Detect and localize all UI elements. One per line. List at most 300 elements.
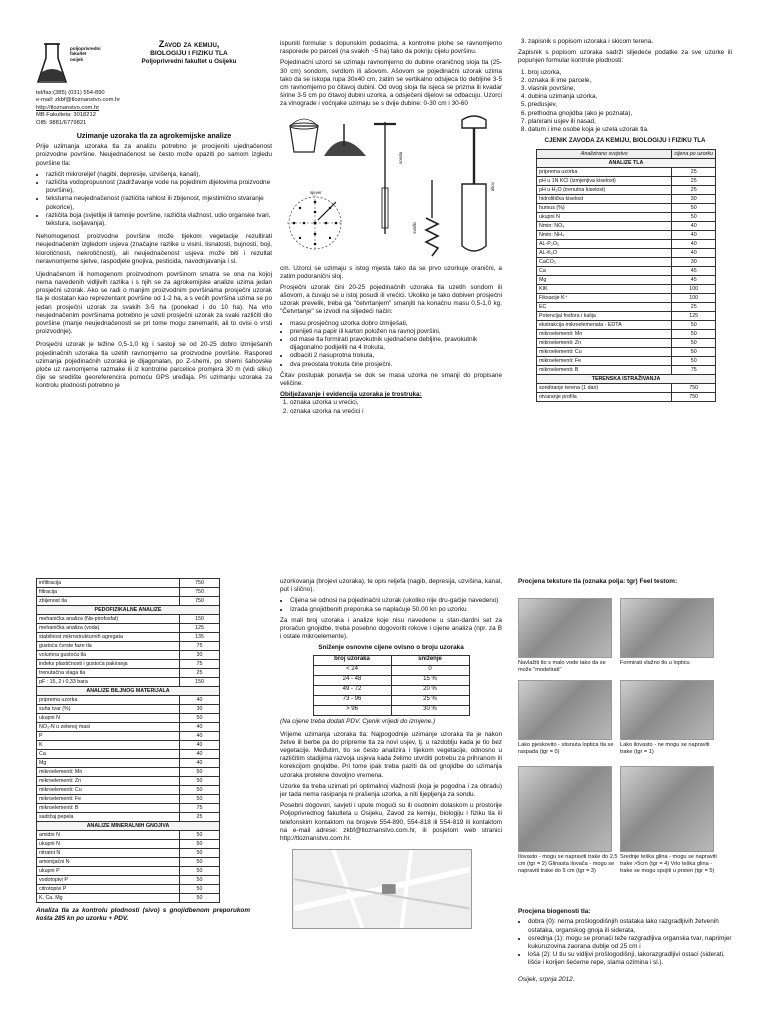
price-cell: 150 — [180, 615, 220, 624]
property-cell: mehanička analiza (voda) — [37, 624, 180, 633]
property-cell: > 96 — [313, 705, 391, 715]
table-row — [37, 795, 220, 804]
table-row — [313, 705, 469, 715]
price-cell: 75 — [180, 642, 220, 651]
property-cell: Ca — [537, 267, 672, 276]
table-row — [37, 750, 220, 759]
phone: tel/fax:(385) (031) 554-890 — [36, 90, 105, 96]
table-row — [37, 597, 220, 606]
paragraph: Prosječni uzorak čini 20-25 pojedinačnih uzoraka tla uzetih sondom ili ašovom, a čuvaju se u istoj posudi ili vrećici. Ukoliko je tako dobiven prosječni uzorak prevelik, treba ga "četvrtanjem" smanjiti na konačnu masu 0,5-1,0 kg. "Četvrtanje" se izvodi na slijedeći način: — [280, 283, 502, 316]
footnote: Analiza tla za kontrolu plodnosti (sivo) s gnojidbenom preporukom košta 285 kn po uzorku + PDV. — [36, 907, 250, 923]
price-cell: 750 — [672, 384, 716, 393]
property-cell: amonijačni N — [37, 858, 180, 867]
price-cell: 100 — [672, 285, 716, 294]
feel-test-photos — [518, 586, 732, 904]
bullet-list — [528, 918, 732, 967]
property-cell: priprema uzorka — [537, 168, 672, 177]
caption: Lako ilovasto - ne mogu se napraviti trake (tgr = 1) — [620, 742, 710, 755]
price-cell: 40 — [180, 732, 220, 741]
paragraph: Nehomogenost proizvodne površine može tijekom vegetacije rezultirati neujednačenim izgledom usjeva (značajne razlike u visini, lisnatosti, bujnosti, boji, klorotičnosti, nekrotičnosti), ali neujednačenost usjeva može biti i rezultat neravnomjerne sjetve, raspodjele gnojiva, pesticida, navodnjavanja i sl. — [36, 233, 272, 265]
price-cell: 50 — [672, 357, 716, 366]
price-table-1 — [536, 149, 716, 402]
list-item: 1. broj uzorka, — [528, 69, 732, 77]
table-row — [537, 393, 716, 402]
price-cell: 75 — [672, 366, 716, 375]
table-row — [37, 588, 220, 597]
texture-title: Procjena teksture tla (oznaka polja: tgr) Feel testom: — [518, 578, 678, 585]
property-cell: indeks plastičnosti i gustoća pakiranja — [37, 660, 180, 669]
property-cell: ukupni P — [37, 867, 180, 876]
table-row — [37, 660, 220, 669]
table-row — [37, 741, 220, 750]
price-cell: 50 — [672, 213, 716, 222]
list-item: 2. oznaka ili ime parcele, — [528, 77, 732, 85]
price-cell: 50 — [180, 885, 220, 894]
table-body — [37, 579, 220, 606]
price-cell: 50 — [672, 330, 716, 339]
oib: OIB: 9881/6779821 — [36, 119, 87, 126]
column-header: broj uzoraka — [313, 655, 391, 665]
list-item: • osrednja (1): mogu se pronaći teže razgradljiva organska tvar, naprimjer kukuruzovina zaorana dublje od 25 cm i — [528, 935, 732, 951]
table-row — [37, 786, 220, 795]
list-item: • prenijeti na papir ili karton položen na ravnoj površini, — [290, 328, 502, 336]
property-cell: ukupni N — [37, 714, 180, 723]
table-section: ANALIZE TLA — [537, 159, 716, 168]
sampling-grid-icon — [282, 190, 348, 256]
paragraph: ispuniti formular s dopunskim podacima, a kontrolne plohe se ravnomjerno rasporede po parceli (na svakih ~5 ha) tako da pokriju cijelu površinu. — [280, 40, 502, 56]
price-cell: 50 — [672, 321, 716, 330]
table-row — [537, 177, 716, 186]
paragraph: Vrijeme uzimanja uzoraka tla: Najpogodnije uzimanje uzoraka tla je nakon žetve ili berbe pa do pripreme tla za novi usjev, tj. u razdoblju kada je tlo bez vegetacije. Međutim, tlo se često analizira i tijekom vegetacije, odnosno u različitim stadijima razvoja usjeva kada želimo utvrditi potrebu za prihranom ili korekcijom gnojidbe. Pri tome ipak treba paziti da od gnojidbe do uzimanja uzoraka protekne dovoljno vremena. — [280, 730, 502, 779]
table-row — [37, 651, 220, 660]
table-section: ANALIZE BILJNOG MATERIJALA — [37, 687, 220, 696]
list-item: • teksturna neujednačenost (različita rahlost ili zbijenost, mjestimično stvaranje pokorice), — [46, 195, 272, 211]
table-row — [37, 777, 220, 786]
column-2 — [280, 40, 502, 530]
table-row — [537, 312, 716, 321]
table-row — [37, 849, 220, 858]
price-cell: 50 — [180, 840, 220, 849]
price-cell: 25 — [672, 168, 716, 177]
price-cell: 50 — [180, 894, 220, 903]
property-cell: mikroelementi: B — [37, 804, 180, 813]
property-cell: nitratni N — [37, 849, 180, 858]
numbered-list — [528, 38, 732, 46]
property-cell: mikroelementi: Cu — [537, 348, 672, 357]
property-cell: AL-K₂O — [537, 249, 672, 258]
price-list-title: CJENIK ZAVODA ZA KEMIJU, BIOLOGIJU I FIZIKU TLA — [544, 137, 706, 145]
property-cell: trenutačna vlaga tla — [37, 669, 180, 678]
location-map — [292, 849, 472, 929]
property-cell: KIK — [537, 285, 672, 294]
property-cell: Mg — [37, 759, 180, 768]
property-cell: zbijenost tla — [37, 597, 180, 606]
column-4 — [36, 578, 250, 1008]
table-row — [37, 669, 220, 678]
property-cell: citrotopivi P — [37, 885, 180, 894]
header — [36, 40, 272, 98]
probe-label: sonda — [398, 151, 403, 164]
auger-icon — [420, 178, 444, 258]
property-cell: mikroelementi: Mn — [537, 330, 672, 339]
bullet-list — [290, 597, 502, 613]
table-row — [37, 579, 220, 588]
table-row — [537, 321, 716, 330]
price-cell: 30 — [672, 258, 716, 267]
table-row — [37, 624, 220, 633]
table-row — [37, 831, 220, 840]
price-cell: 750 — [672, 393, 716, 402]
list-item: 7. planirani usjev ili nasad, — [528, 118, 732, 126]
property-cell: humus (%) — [537, 204, 672, 213]
paragraph: Posebni dogovori, savjeti i upute mogući su ili osobnim dolaskom u prostorije Poljoprivrednog fakulteta u Osijeku, Zavod za kemiju, biologiju i fiziku tla ili telefonskim kontaktom na brojeve 554-890, 554-818 ili 554-819 ili kontaktom na e-mail adrese: zkbf@tloznanstvo.com.hr, ili posjetom web stranici http://tloznanstvo.com.hr. — [280, 802, 502, 842]
price-table-2 — [36, 578, 220, 903]
property-cell: Fiksacije K⁺ — [537, 294, 672, 303]
list-item: • različita boja (svjetlije ili tamnije površine, različita vlažnost, udio organske tvari, tekstura, isoljavanja). — [46, 212, 272, 228]
paragraph: Ujednačenom ili homogenom proizvodnom površinom smatra se ona na kojoj nema navedenih vidljivih razlika i s njih se za agrokemijske analize uzima jedan prosječni uzorak. Ako se radi o manjim proizvodnim površinama prosječni uzorak tla je dostatan kao reprezentant površine od 1-2 ha, a s većih površina uzima se po jedan prosječni uzorak za svakih 3-5 ha (ponekad i do 10 ha). Na vrlo neujednačenim površinama potrebno je uzeti prosječni uzorak za svaki različiti dio površine (manje neujednačenosti se pri tome mogu zanemariti, ali to ovisi o vrsti proizvodnje). — [36, 270, 272, 336]
photo-form-ball — [620, 598, 714, 658]
numbered-list — [528, 69, 732, 135]
table-row — [313, 695, 469, 705]
price-cell: 45 — [672, 267, 716, 276]
price-cell: 30 — [180, 651, 220, 660]
spade-label: ašov — [490, 181, 495, 191]
table-row — [313, 665, 469, 675]
price-cell: 50 — [672, 348, 716, 357]
table-row — [37, 876, 220, 885]
property-cell: sondiranje terena (1 dan) — [537, 384, 672, 393]
property-cell: 49 - 72 — [313, 685, 391, 695]
paragraph: Čitav postupak ponavlja se dok se masa uzorka ne smanji do propisane veličine. — [280, 371, 502, 387]
table-row — [37, 858, 220, 867]
price-cell: 125 — [672, 312, 716, 321]
property-cell: P — [37, 732, 180, 741]
email[interactable]: e-mail: zkbf@tloznanstvo.com.hr — [36, 97, 121, 104]
list-item: • različita vodopropusnost (zadržavanje vode na pojedinim dijelovima proizvodne površine), — [46, 179, 272, 195]
table-row — [537, 168, 716, 177]
table-body — [37, 696, 220, 822]
mb: MB Fakulteta: 3018212 — [36, 112, 96, 119]
list-item: • masu prosječnog uzorka dobro izmiješati, — [290, 320, 502, 328]
table-row — [37, 714, 220, 723]
bullet-list — [46, 171, 272, 228]
north-label: sjever — [310, 189, 322, 195]
spade-icon — [456, 114, 492, 256]
table-row — [37, 840, 220, 849]
price-cell: 50 — [180, 795, 220, 804]
table-row — [537, 267, 716, 276]
discount-note: (Na cijene treba dodati PDV. Cjenik vrijedi do izmjene.) — [280, 717, 436, 725]
property-cell: ekstrakcija mikroelemenata - EDTA — [537, 321, 672, 330]
table-row — [37, 642, 220, 651]
paragraph: Prosječni uzorak je težine 0,5-1,0 kg i sastoji se od 20-25 dobro izmiješanih pojedinačnih uzoraka tla uzetih ravnomjerno sa proizvodne površine. Raspored uzimanja pojedinačnih uzoraka je dijagonalan, po Z-shemi, po shemi šahovske ploče uz ravnomjerne razmake ili iz kontrolne parcelice promjera 30 m (vidi sliku) čije se središte georeferencira pomoću GPS uređaja. Pri uzimanju uzoraka za kontrolu plodnosti potrebno je — [36, 341, 272, 390]
table-row — [37, 885, 220, 894]
price-cell: 25 — [672, 186, 716, 195]
table-row — [537, 330, 716, 339]
price-cell: 30 % — [391, 705, 469, 715]
paragraph: Zapisnik s popisom uzoraka sadrži slijedeće podatke za sve uzorke ili popunjen formular kontrole plodnosti: — [518, 49, 732, 65]
subheading: Obilježavanje i evidencija uzoraka je trostruka: — [280, 391, 422, 399]
price-cell: 40 — [672, 249, 716, 258]
bucket-icon — [284, 116, 324, 156]
price-cell: 150 — [180, 678, 220, 687]
property-cell: Mg — [537, 276, 672, 285]
property-cell: K, Ca, Mg — [37, 894, 180, 903]
price-cell: 125 — [180, 624, 220, 633]
property-cell: Potencijal fosfora i kalija — [537, 312, 672, 321]
table-row — [37, 615, 220, 624]
table-row — [537, 258, 716, 267]
table-row — [37, 696, 220, 705]
table-body — [37, 615, 220, 687]
property-cell: mehanička analiza (Na-pirofosfat) — [37, 615, 180, 624]
list-item: 2. oznaka uzorka na vrećici i — [290, 408, 502, 416]
price-cell: 75 — [180, 660, 220, 669]
property-cell: ukupni N — [37, 840, 180, 849]
price-cell: 40 — [180, 741, 220, 750]
property-cell: mikroelementi: Cu — [37, 786, 180, 795]
property-cell: sadržaj pepela — [37, 813, 180, 822]
property-cell: volumna gustoća tla — [37, 651, 180, 660]
price-cell: 40 — [672, 231, 716, 240]
date: Osijek, srpnja 2012. — [518, 975, 575, 983]
price-cell: 50 — [180, 777, 220, 786]
table-row — [537, 231, 716, 240]
property-cell: gustoća čvrste faze tla — [37, 642, 180, 651]
column-1 — [36, 40, 272, 530]
column-header: Analizirano svojstvo — [537, 150, 672, 159]
table-row — [537, 276, 716, 285]
property-cell: mikroelementi: Zn — [537, 339, 672, 348]
table-section: ANALIZE MINERALNIH GNOJIVA — [37, 822, 220, 831]
table-row — [537, 348, 716, 357]
property-cell: pH u H₂O (trenutna kiselost) — [537, 186, 672, 195]
property-cell: mikroelementi: Zn — [37, 777, 180, 786]
caption: Navlažiti tlo s malo vode tako da se može "modelirati" — [518, 660, 606, 673]
photo-moisten-soil — [518, 598, 612, 658]
property-cell: EC — [537, 303, 672, 312]
price-cell: 25 — [672, 303, 716, 312]
table-row — [37, 768, 220, 777]
table-row — [37, 759, 220, 768]
price-cell: 40 — [672, 240, 716, 249]
price-cell: 50 — [180, 786, 220, 795]
column-header: sniženje — [391, 655, 469, 665]
org-name: Zavod za kemiju, — [158, 40, 220, 49]
table-row — [313, 685, 469, 695]
price-cell: 75 — [180, 804, 220, 813]
paragraph: uzorkovanja (brojevi uzoraka), te opis reljefa (nagib, depresija, uzvišina, kanal, put i slično). — [280, 578, 502, 594]
table-row — [37, 732, 220, 741]
table-row — [37, 723, 220, 732]
property-cell: Ca — [37, 750, 180, 759]
property-cell: pH u 1N KCl (izmjenjiva kiselost) — [537, 177, 672, 186]
price-cell: 25 — [672, 177, 716, 186]
list-item: • dobra (0): nema prošlogodišnjih ostataka lako razgradljivih žetvenih ostataka, organskog gnoja ili siderata, — [528, 918, 732, 934]
price-cell: 25 — [180, 669, 220, 678]
property-cell: vodotopivi P — [37, 876, 180, 885]
table-row — [537, 213, 716, 222]
property-cell: Nmin: NH₄ — [537, 231, 672, 240]
logo-text: poljoprivredni fakultet osijek — [70, 46, 101, 62]
property-cell: filtracija — [37, 588, 180, 597]
table-row — [37, 813, 220, 822]
list-item: • Izrada gnojidbenih preporuka se naplaćuje 50.00 kn po uzorku — [290, 606, 502, 614]
table-body — [537, 168, 716, 375]
list-item: 3. zapisnik s popisom uzoraka i skicom terena. — [528, 38, 732, 46]
price-cell: 15 % — [391, 675, 469, 685]
price-cell: 100 — [672, 294, 716, 303]
table-row — [537, 294, 716, 303]
price-cell: 50 — [180, 768, 220, 777]
table-section: TERENSKA ISTRAŽIVANJA — [537, 375, 716, 384]
faculty-logo — [36, 42, 68, 86]
numbered-list — [290, 399, 502, 415]
table-row — [37, 633, 220, 642]
table-row — [537, 366, 716, 375]
price-cell: 40 — [180, 696, 220, 705]
paragraph: Prije uzimanja uzoraka tla za analizu potrebno je procijeniti ujednačenost proizvodne površine. Neujednačenost se često može opaziti po samom izgledu površine tla: — [36, 143, 272, 167]
biogenic-title: Procjena biogenosti tla: — [518, 908, 591, 916]
property-cell: K — [37, 741, 180, 750]
property-cell: suha tvar (%) — [37, 705, 180, 714]
table-row — [37, 705, 220, 714]
price-cell: 30 — [180, 705, 220, 714]
paragraph: Za mali broj uzoraka i analize koje nisu navedene u stan-dardni set za proračun gnojidbe, treba posebno dogovoriti rokove i cijene analiza (npr. za B i ostale mikroelemente). — [280, 616, 502, 641]
table-row — [537, 285, 716, 294]
table-row — [537, 357, 716, 366]
property-cell: mikroelementi: Mn — [37, 768, 180, 777]
price-cell: 750 — [180, 597, 220, 606]
table-section: PEDOFIZIKALNE ANALIZE — [37, 606, 220, 615]
column-3 — [518, 38, 732, 530]
list-item: 6. prethodna gnojidba (ako je poznata), — [528, 110, 732, 118]
paragraph: cm. Uzorci se uzimaju s istog mjesta tako da se prvo uzorkuje oranični, a zatim podoranični sloj. — [280, 264, 502, 280]
photo-loam — [518, 766, 612, 852]
list-item: 4. dubina uzimanja uzorka, — [528, 93, 732, 101]
caption: Lako pjeskovito - stisnuta loptica tla se raspada (tgr = 0) — [518, 742, 614, 755]
price-cell: 25 — [180, 813, 220, 822]
property-cell: AL-P₂O₅ — [537, 240, 672, 249]
table-row — [537, 204, 716, 213]
price-cell: 20 % — [391, 685, 469, 695]
photo-clay — [620, 766, 714, 852]
list-item: 1. oznaka uzorka u vrećici, — [290, 399, 502, 407]
price-cell: 50 — [180, 876, 220, 885]
table-row — [37, 867, 220, 876]
caption: Srednje teška glina - mogu se napraviti trake >5cm (tgr = 4) Vrlo teška glina - trake se mogu spojiti u prsten (tgr = 5) — [620, 854, 717, 874]
list-item: • Cijena se odnosi na pojedinačni uzorak (ukoliko nije dru-gačije navedeno) — [290, 597, 502, 605]
table-row — [537, 249, 716, 258]
photo-sandy — [518, 680, 612, 740]
price-cell: 40 — [180, 723, 220, 732]
list-item: • od mase tla formirati pravokutnik ujednačene debljine, pravokutnik dijagonalno podijeliti na 4 trokuta, — [290, 336, 502, 352]
table-body — [537, 384, 716, 402]
list-item: 8. datum i ime osobe koja je uzela uzorak tla. — [528, 126, 732, 134]
property-cell: Nmin: NO₃ — [537, 222, 672, 231]
table-row — [37, 804, 220, 813]
org-name-2: BIOLOGIJU I FIZIKU TLA — [150, 49, 228, 57]
property-cell: otvaranje profila — [537, 393, 672, 402]
price-cell: 40 — [180, 750, 220, 759]
property-cell: infiltracija — [37, 579, 180, 588]
column-5 — [280, 578, 502, 1018]
faculty-name: Poljoprivredni fakultet u Osijeku — [141, 58, 237, 66]
property-cell: ukupni N — [537, 213, 672, 222]
paragraph: Uzorke tla treba uzimati pri optimalnoj vlažnosti (koja je pogodna i za obradu) jer tada nema rasipanja ni prašenja uzorka, a niti lijepljenja za sondu. — [280, 782, 502, 798]
table-row — [537, 222, 716, 231]
soil-heap-icon — [322, 122, 368, 158]
paragraph: Pojedinačni uzorci se uzimaju ravnomjerno do dubine oraničnog sloja tla (25-30 cm) sondom, svrdlom ili ašovom. Ašovom se pojedinačni uzorak uzima tako da se iskopa rupa 30x40 cm, zatim se vertikalno odsijeca tlo debljine 3-5 cm ravnomjerno po čitavoj dubini. Od ovog sloja tla isjeca se prizma ili kvadar širine 3-5 cm po čitavoj dubini uzorka, a odsječeni dijelovi se odbacuju. Uzorci za vinograde i voćnjake uzimaju se s dvije dubine: 0-30 cm i 30-60 — [280, 59, 502, 108]
price-cell: 50 — [672, 204, 716, 213]
property-cell: priprema uzorka — [37, 696, 180, 705]
auger-label: svrdlo — [412, 221, 417, 234]
caption: Formirati vlažno tlo u lopticu — [620, 660, 690, 667]
table-body — [37, 831, 220, 903]
list-item: 5. predusjev, — [528, 101, 732, 109]
price-cell: 40 — [672, 222, 716, 231]
price-cell: 50 — [180, 714, 220, 723]
sampling-tools-figure — [280, 112, 502, 262]
price-cell: 50 — [180, 858, 220, 867]
table-row — [537, 240, 716, 249]
property-cell: 73 - 96 — [313, 695, 391, 705]
table-row — [537, 303, 716, 312]
price-cell: 50 — [180, 849, 220, 858]
property-cell: stabilnost mikrostrukturnih agregata — [37, 633, 180, 642]
table-row — [37, 894, 220, 903]
list-item: 3. vlasnik površine, — [528, 85, 732, 93]
price-cell: 25 % — [391, 695, 469, 705]
price-cell: 135 — [180, 633, 220, 642]
property-cell: mikroelementi: Fe — [37, 795, 180, 804]
table-row — [537, 384, 716, 393]
price-cell: 750 — [180, 579, 220, 588]
price-cell: 50 — [180, 831, 220, 840]
property-cell: < 24 — [313, 665, 391, 675]
soil-probe-icon — [370, 118, 400, 238]
column-header: cijena po uzorku — [672, 150, 716, 159]
price-cell: 40 — [180, 759, 220, 768]
property-cell: CaCO₃ — [537, 258, 672, 267]
property-cell: NO₃-N u zelenoj masi — [37, 723, 180, 732]
price-cell: 0 — [391, 665, 469, 675]
property-cell: 24 - 48 — [313, 675, 391, 685]
discount-title: Sniženje osnovne cijene ovisno o broju uzoraka — [318, 644, 464, 652]
list-item: • različit mikroreljef (nagibi, depresije, uzvišenja, kanali), — [46, 171, 272, 179]
table-row — [313, 675, 469, 685]
list-item: • dva preostala trokuta čine prosječni. — [290, 361, 502, 369]
property-cell: hidrolitička kiselost — [537, 195, 672, 204]
table-body — [313, 665, 469, 715]
price-cell: 50 — [672, 339, 716, 348]
table-row — [537, 186, 716, 195]
price-cell: 50 — [180, 867, 220, 876]
price-cell: 30 — [672, 195, 716, 204]
price-cell: 45 — [672, 276, 716, 285]
caption: Ilovasto - mogu se napraviti trake do 2,5 cm (tgr = 2) Glinasta ilovača - mogu se napraviti trake do 5 cm (tgr = 3) — [518, 854, 618, 874]
section-title: Uzimanje uzoraka tla za agrokemijske analize — [76, 131, 232, 141]
price-cell: 750 — [180, 588, 220, 597]
property-cell: mikroelementi: B — [537, 366, 672, 375]
table-row — [537, 339, 716, 348]
discount-table — [313, 655, 470, 716]
column-6 — [518, 578, 732, 1018]
bullet-list — [290, 320, 502, 369]
list-item: • odbaciti 2 nasuprotna trokuta, — [290, 352, 502, 360]
website-link[interactable]: http://tloznanstvo.com.hr — [36, 104, 100, 111]
table-row — [37, 678, 220, 687]
